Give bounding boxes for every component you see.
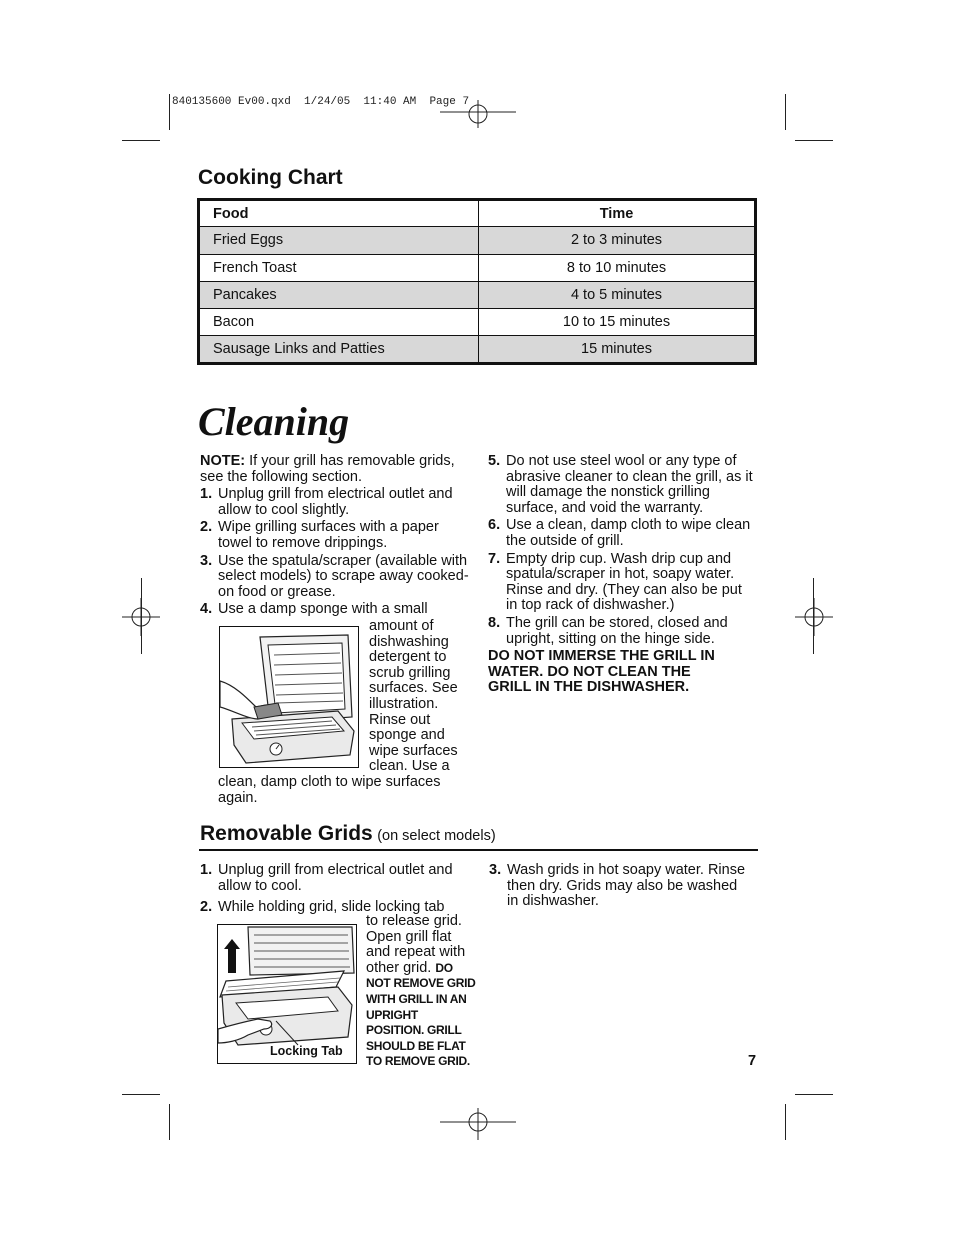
cleaning-right-column: [488, 454, 756, 696]
step-number: 8.: [488, 614, 501, 631]
step-text: Do not use steel wool or any type of abrasive cleaner to clean the grill, as it will damage the nonstick grilling surface, and void the warranty.: [506, 453, 753, 516]
step-number: 3.: [200, 552, 213, 569]
table-row: [199, 336, 756, 363]
locking-tab-label: Locking Tab: [270, 1044, 343, 1058]
removable-grids-subtitle: (on select models): [377, 828, 496, 844]
time-cell: 10 to 15 minutes: [479, 309, 756, 336]
time-cell: 2 to 3 minutes: [479, 227, 756, 254]
time-cell: 15 minutes: [479, 336, 756, 363]
list-item: [200, 487, 470, 518]
crop-mark: [169, 94, 170, 130]
time-cell: 8 to 10 minutes: [479, 254, 756, 281]
step-text: Use the spatula/scraper (available with select models) to scrape away cooked-on food or grease.: [218, 552, 469, 600]
table-row: [199, 254, 756, 281]
crop-mark: [141, 578, 142, 654]
column-header-food: Food: [199, 200, 479, 227]
step-number: 1.: [200, 486, 213, 503]
note-label: NOTE:: [200, 453, 246, 469]
crop-mark: [795, 140, 833, 141]
registration-mark-icon: [440, 1106, 516, 1142]
grids-right-column: [489, 863, 751, 912]
step-number: 7.: [488, 550, 501, 567]
step-number: 6.: [488, 517, 501, 534]
crop-mark: [122, 140, 160, 141]
crop-mark: [785, 1104, 786, 1140]
food-cell: Sausage Links and Patties: [199, 336, 479, 363]
step4-continuation: clean, damp cloth to wipe surfaces again.: [218, 774, 441, 806]
list-item: [200, 863, 472, 894]
list-item: [200, 520, 470, 551]
step-number: 3.: [489, 862, 502, 878]
grids-left-column: [200, 863, 472, 918]
sponge-cleaning-illustration: [219, 626, 359, 768]
step-number: 2.: [200, 899, 213, 916]
removable-grids-heading: [200, 822, 496, 846]
cleaning-left-column: [200, 454, 470, 620]
removable-grids-title: Removable Grids: [200, 822, 373, 845]
list-item: [488, 518, 756, 549]
step4-side-text: amount of dishwashing detergent to scrub grilling surfaces. See illustration. Rinse out sponge and wipe surfaces clean. Use a: [369, 618, 458, 775]
food-cell: French Toast: [199, 254, 479, 281]
note-text: If your grill has removable grids, see the following section.: [200, 453, 455, 485]
crop-mark: [813, 578, 814, 654]
step2-side-text-plain: to release grid. Open grill flat and repeat with other grid.: [366, 913, 466, 976]
cooking-chart-title: Cooking Chart: [198, 166, 343, 189]
step-number: 1.: [200, 862, 213, 878]
table-row: [199, 281, 756, 308]
step-text: Unplug grill from electrical outlet and allow to cool.: [218, 862, 453, 894]
locking-tab-illustration: [217, 924, 357, 1064]
step-text: Wash grids in hot soapy water. Rinse then dry. Grids may also be washed in dishwasher.: [507, 862, 746, 910]
step-text: While holding grid, slide locking tab: [218, 899, 445, 916]
step-text: Unplug grill from electrical outlet and allow to cool slightly.: [218, 486, 453, 518]
column-header-time: Time: [479, 200, 756, 227]
grill-grid-icon: [218, 925, 356, 1063]
step-text: Use a clean, damp cloth to wipe clean the outside of grill.: [506, 517, 751, 549]
list-item: [200, 602, 470, 618]
step-text: The grill can be stored, closed and upright, sitting on the hinge side.: [506, 614, 728, 647]
table-header-row: [199, 200, 756, 227]
food-cell: Fried Eggs: [199, 227, 479, 254]
food-cell: Pancakes: [199, 281, 479, 308]
table-row: [199, 227, 756, 254]
list-item: [488, 616, 756, 647]
step-number: 4.: [200, 601, 213, 618]
step2-warning: DO NOT REMOVE GRID WITH GRILL IN AN UPRIGHT POSITION. GRILL SHOULD BE FLAT TO REMOVE GRID.: [366, 960, 476, 1069]
crop-mark: [785, 94, 786, 130]
crop-mark: [122, 1094, 160, 1095]
grill-sponge-icon: [220, 627, 358, 767]
section-divider: [199, 849, 758, 851]
registration-mark-icon: [440, 94, 516, 130]
step2-side-text: [366, 914, 476, 1070]
step-text: Wipe grilling surfaces with a paper towel to remove drippings.: [218, 519, 439, 551]
registration-mark-icon: [795, 598, 833, 636]
note-paragraph: [200, 454, 470, 485]
table-row: [199, 309, 756, 336]
list-item: [489, 863, 751, 910]
crop-mark: [795, 1094, 833, 1095]
time-cell: 4 to 5 minutes: [479, 281, 756, 308]
cleaning-title: Cleaning: [198, 399, 350, 444]
step-number: 2.: [200, 519, 213, 536]
print-slug: 840135600 Ev00.qxd 1/24/05 11:40 AM Page 7: [172, 96, 470, 108]
list-item: [200, 554, 470, 601]
page-number: 7: [748, 1053, 757, 1069]
step-text: Use a damp sponge with a small: [218, 601, 428, 618]
cleaning-warning: DO NOT IMMERSE THE GRILL IN WATER. DO NOT CLEAN THE GRILL IN THE DISHWASHER.: [488, 648, 715, 696]
step-text: Empty drip cup. Wash drip cup and spatula/scraper in hot, soapy water. Rinse and dry. (They can also be put in top rack of dishwasher.): [506, 550, 742, 614]
list-item: [488, 552, 756, 614]
food-cell: Bacon: [199, 309, 479, 336]
cooking-chart-table: [197, 198, 757, 365]
step-number: 5.: [488, 453, 501, 469]
list-item: [488, 454, 756, 516]
crop-mark: [169, 1104, 170, 1140]
